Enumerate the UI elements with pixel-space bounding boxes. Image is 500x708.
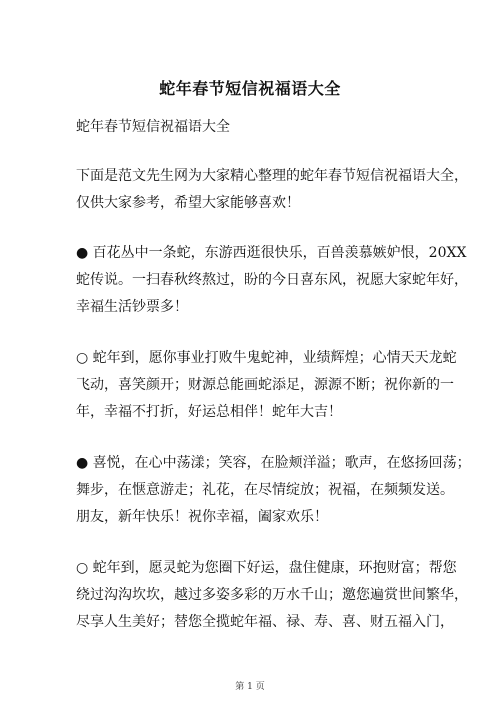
blessing-item <box>76 345 457 426</box>
text-line: ● 喜悦，在心中荡漾；笑容，在脸颊洋溢；歌声，在悠扬回荡； <box>76 455 471 471</box>
page-number: 第 1 页 <box>235 682 265 692</box>
page-subtitle: 蛇年春节短信祝福语大全 <box>76 119 230 135</box>
text-line: 朋友，新年快乐！祝你幸福，阖家欢乐！ <box>76 509 328 525</box>
text-line: 幸福生活钞票多！ <box>76 299 188 315</box>
text-line: 年，幸福不打折，好运总相伴！蛇年大吉！ <box>76 404 342 420</box>
text-line: 下面是范文先生网为大家精心整理的蛇年春节短信祝福语大全， <box>76 168 468 184</box>
page-title: 蛇年春节短信祝福语大全 <box>159 79 341 98</box>
blessing-item <box>76 555 468 636</box>
text-line: ○ 蛇年到，愿你事业打败牛鬼蛇神，业绩辉煌；心情天天龙蛇 <box>76 350 457 366</box>
blessing-item <box>76 240 468 321</box>
text-line: 蛇传说。一扫春秋终熬过，盼的今日喜东风，祝愿大家蛇年好， <box>76 272 468 288</box>
intro-paragraph <box>76 163 468 217</box>
text-line: 舞步，在惬意游走；礼花，在尽情绽放；祝福，在频频发送。 <box>76 482 454 498</box>
text-line: 飞动，喜笑颜开；财源总能画蛇添足，源源不断；祝你新的一 <box>76 377 454 393</box>
text-line: 绕过沟沟坎坎，越过多姿多彩的万水千山；邀您遍赏世间繁华， <box>76 587 468 603</box>
text-line: ● 百花丛中一条蛇，东游西逛很快乐，百兽羡慕嫉妒恨，20XX <box>76 245 467 261</box>
text-line: ○ 蛇年到，愿灵蛇为您圈下好运，盘住健康，环抱财富；帮您 <box>76 560 457 576</box>
blessing-item <box>76 450 471 531</box>
text-line: 尽享人生美好；替您全揽蛇年福、禄、寿、喜、财五福入门， <box>76 614 454 630</box>
text-line: 仅供大家参考，希望大家能够喜欢！ <box>76 195 300 211</box>
